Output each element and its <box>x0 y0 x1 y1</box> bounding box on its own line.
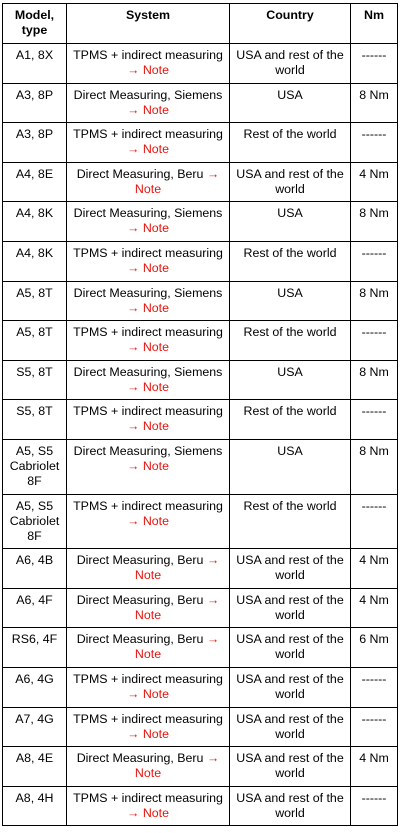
table-row <box>3 360 398 400</box>
system-text: Direct Measuring, Beru <box>76 553 204 568</box>
system-text: Direct Measuring, Beru <box>76 592 204 607</box>
system-text: Direct Measuring, Siemens <box>73 87 223 102</box>
cell-torque-nm: 4 Nm <box>351 747 398 787</box>
table-row <box>3 400 398 440</box>
cell-system <box>67 202 230 242</box>
cell-torque-nm: ------ <box>351 321 398 361</box>
cell-torque-nm: 8 Nm <box>351 439 398 494</box>
cell-model-type: A4, 8E <box>3 162 67 202</box>
note-link[interactable]: → Note <box>126 513 169 528</box>
cell-model-type: A8, 4E <box>3 747 67 787</box>
system-text: TPMS + indirect measuring <box>73 711 223 726</box>
system-text: TPMS + indirect measuring <box>73 671 223 686</box>
note-link[interactable]: → Note <box>126 340 169 355</box>
cell-country: USA and rest of the world <box>230 667 351 707</box>
table-row <box>3 439 398 494</box>
cell-country: USA <box>230 281 351 321</box>
note-link[interactable]: → Note <box>134 166 220 196</box>
cell-model-type: A4, 8K <box>3 202 67 242</box>
cell-model-type: A4, 8K <box>3 241 67 281</box>
cell-system <box>67 321 230 361</box>
note-link[interactable]: → Note <box>126 102 169 117</box>
cell-system <box>67 281 230 321</box>
cell-system <box>67 360 230 400</box>
cell-model-type: A1, 8X <box>3 44 67 84</box>
header-model-type: Model, type <box>3 4 67 44</box>
cell-model-type: A6, 4G <box>3 667 67 707</box>
table-row <box>3 588 398 628</box>
cell-model-type: A8, 4H <box>3 786 67 826</box>
cell-system <box>67 241 230 281</box>
note-link[interactable]: → Note <box>126 726 169 741</box>
tpms-specification-table <box>2 3 398 826</box>
cell-model-type: A5, S5 Cabriolet 8F <box>3 439 67 494</box>
cell-torque-nm: 8 Nm <box>351 281 398 321</box>
cell-country: Rest of the world <box>230 241 351 281</box>
cell-country: USA and rest of the world <box>230 588 351 628</box>
cell-torque-nm: ------ <box>351 707 398 747</box>
cell-torque-nm: 4 Nm <box>351 162 398 202</box>
cell-country: USA and rest of the world <box>230 549 351 589</box>
note-link[interactable]: → Note <box>126 458 169 473</box>
cell-torque-nm: ------ <box>351 123 398 163</box>
system-text: Direct Measuring, Beru <box>76 751 204 766</box>
table-row <box>3 281 398 321</box>
system-text: TPMS + indirect measuring <box>73 127 223 142</box>
table-row <box>3 123 398 163</box>
cell-torque-nm: ------ <box>351 241 398 281</box>
system-text: TPMS + indirect measuring <box>73 325 223 340</box>
cell-model-type: RS6, 4F <box>3 628 67 668</box>
cell-model-type: S5, 8T <box>3 400 67 440</box>
cell-model-type: A5, S5 Cabriolet 8F <box>3 494 67 549</box>
cell-country: USA <box>230 83 351 123</box>
header-system: System <box>67 4 230 44</box>
note-link[interactable]: → Note <box>126 300 169 315</box>
table-row <box>3 83 398 123</box>
table-row <box>3 747 398 787</box>
system-text: TPMS + indirect measuring <box>73 790 223 805</box>
system-text: Direct Measuring, Siemens <box>73 285 223 300</box>
cell-model-type: S5, 8T <box>3 360 67 400</box>
cell-system <box>67 494 230 549</box>
cell-country: USA and rest of the world <box>230 786 351 826</box>
note-link[interactable]: → Note <box>126 805 169 820</box>
cell-torque-nm: 8 Nm <box>351 202 398 242</box>
cell-system <box>67 786 230 826</box>
cell-system <box>67 628 230 668</box>
note-link[interactable]: → Note <box>126 142 169 157</box>
cell-torque-nm: 4 Nm <box>351 549 398 589</box>
cell-torque-nm: ------ <box>351 494 398 549</box>
cell-country: USA <box>230 360 351 400</box>
cell-system <box>67 83 230 123</box>
cell-model-type: A3, 8P <box>3 123 67 163</box>
cell-country: Rest of the world <box>230 494 351 549</box>
note-link[interactable]: → Note <box>126 419 169 434</box>
table-row <box>3 707 398 747</box>
cell-country: Rest of the world <box>230 123 351 163</box>
cell-model-type: A5, 8T <box>3 281 67 321</box>
note-link[interactable]: → Note <box>126 63 169 77</box>
cell-model-type: A3, 8P <box>3 83 67 123</box>
header-nm: Nm <box>351 4 398 44</box>
cell-system <box>67 667 230 707</box>
system-text: TPMS + indirect measuring <box>73 404 223 419</box>
system-text: Direct Measuring, Siemens <box>73 443 223 458</box>
note-link[interactable]: → Note <box>126 260 169 275</box>
cell-system <box>67 44 230 84</box>
note-link[interactable]: → Note <box>134 751 220 781</box>
cell-system <box>67 549 230 589</box>
cell-model-type: A6, 4B <box>3 549 67 589</box>
cell-country: USA and rest of the world <box>230 162 351 202</box>
cell-system <box>67 707 230 747</box>
system-text: TPMS + indirect measuring <box>73 48 223 62</box>
cell-torque-nm: ------ <box>351 667 398 707</box>
table-row <box>3 549 398 589</box>
table-row <box>3 241 398 281</box>
table-row <box>3 162 398 202</box>
cell-model-type: A5, 8T <box>3 321 67 361</box>
cell-country: Rest of the world <box>230 400 351 440</box>
cell-torque-nm: 6 Nm <box>351 628 398 668</box>
system-text: Direct Measuring, Siemens <box>73 206 223 221</box>
note-link[interactable]: → Note <box>126 221 169 236</box>
cell-model-type: A6, 4F <box>3 588 67 628</box>
cell-system <box>67 162 230 202</box>
cell-country: USA and rest of the world <box>230 707 351 747</box>
table-row <box>3 786 398 826</box>
cell-system <box>67 123 230 163</box>
header-country: Country <box>230 4 351 44</box>
cell-torque-nm: ------ <box>351 44 398 84</box>
cell-system <box>67 439 230 494</box>
table-body <box>3 44 398 826</box>
system-text: Direct Measuring, Beru <box>76 166 204 181</box>
cell-torque-nm: ------ <box>351 786 398 826</box>
cell-country: USA and rest of the world <box>230 747 351 787</box>
note-link[interactable]: → Note <box>134 592 220 622</box>
cell-model-type: A7, 4G <box>3 707 67 747</box>
cell-system <box>67 400 230 440</box>
note-link[interactable]: → Note <box>134 632 220 662</box>
table-row <box>3 44 398 84</box>
table-header-row <box>3 4 398 44</box>
table-row <box>3 321 398 361</box>
cell-system <box>67 747 230 787</box>
note-link[interactable]: → Note <box>126 686 169 701</box>
note-link[interactable]: → Note <box>126 379 169 394</box>
note-link[interactable]: → Note <box>134 553 220 583</box>
cell-country: USA and rest of the world <box>230 628 351 668</box>
cell-country: Rest of the world <box>230 321 351 361</box>
system-text: Direct Measuring, Beru <box>76 632 204 647</box>
system-text: Direct Measuring, Siemens <box>73 364 223 379</box>
table-row <box>3 494 398 549</box>
system-text: TPMS + indirect measuring <box>73 245 223 260</box>
cell-system <box>67 588 230 628</box>
table-row <box>3 202 398 242</box>
cell-country: USA and rest of the world <box>230 44 351 84</box>
system-text: TPMS + indirect measuring <box>73 498 223 513</box>
cell-torque-nm: ------ <box>351 400 398 440</box>
cell-torque-nm: 4 Nm <box>351 588 398 628</box>
cell-country: USA <box>230 439 351 494</box>
cell-country: USA <box>230 202 351 242</box>
table-row <box>3 667 398 707</box>
table-row <box>3 628 398 668</box>
cell-torque-nm: 8 Nm <box>351 83 398 123</box>
cell-torque-nm: 8 Nm <box>351 360 398 400</box>
